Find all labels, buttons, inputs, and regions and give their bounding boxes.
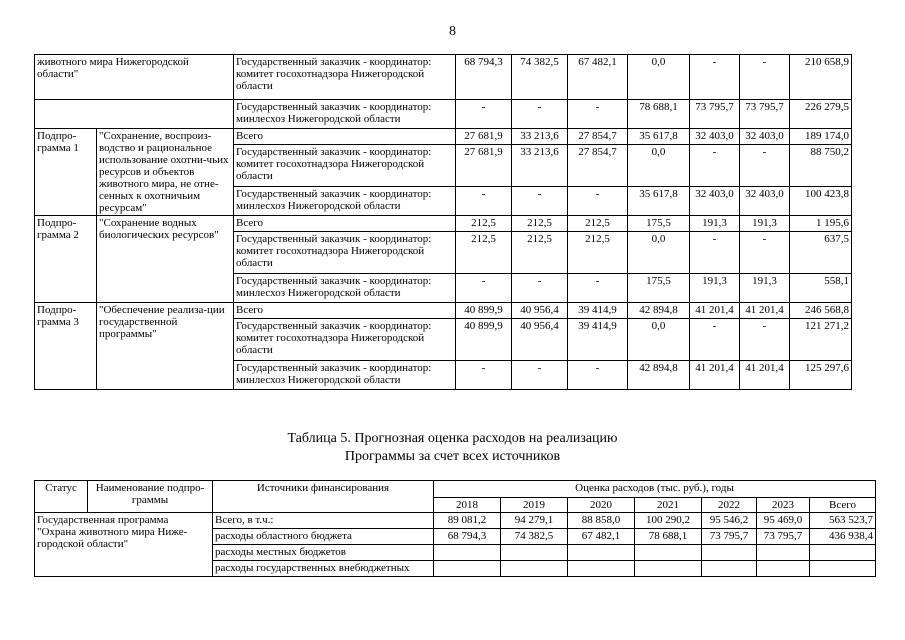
value-cell: 68 794,3 [456, 55, 512, 100]
subprogram-name-cell: "Обеспечение реализа-ции государственной программы" [97, 303, 234, 390]
value-cell: 39 414,9 [568, 303, 628, 319]
value-cell: - [740, 319, 790, 361]
empty-cell [810, 545, 876, 561]
total-cell: 558,1 [790, 274, 852, 303]
total-cell: 189 174,0 [790, 129, 852, 145]
value-cell: - [690, 319, 740, 361]
value-cell: - [456, 100, 512, 129]
value-cell: 88 858,0 [568, 513, 635, 529]
value-cell: 68 794,3 [434, 529, 501, 545]
value-cell: 78 688,1 [628, 100, 690, 129]
table-row [35, 55, 852, 100]
value-cell: 74 382,5 [512, 55, 568, 100]
value-cell: 191,3 [740, 274, 790, 303]
empty-cell [501, 545, 568, 561]
status-cell: Подпро-грамма 2 [35, 216, 97, 303]
subprogram-name-cell: "Сохранение, воспроиз-водство и рациональное использование охотни-чьих ресурсов и объектов животного мира, не отне-сенных к охотничьим ресурсам" [97, 129, 234, 216]
value-cell: 67 482,1 [568, 529, 635, 545]
program-name-cell: Государственная программа "Охрана животного мира Ниже-городской области" [35, 513, 213, 577]
value-cell: 89 081,2 [434, 513, 501, 529]
value-cell: 42 894,8 [628, 303, 690, 319]
value-cell: - [512, 100, 568, 129]
value-cell: 41 201,4 [690, 303, 740, 319]
value-cell: 73 795,7 [690, 100, 740, 129]
value-cell: 94 279,1 [501, 513, 568, 529]
source-cell: Государственный заказчик - координатор: комитет госохотнадзора Нижегородской области [234, 55, 456, 100]
year-header: 2018 [434, 498, 501, 513]
value-cell: 32 403,0 [690, 187, 740, 216]
year-header: 2022 [702, 498, 757, 513]
value-cell: 40 899,9 [456, 319, 512, 361]
value-cell: 0,0 [628, 55, 690, 100]
value-cell: 78 688,1 [635, 529, 702, 545]
empty-cell [434, 561, 501, 577]
source-cell: расходы государственных внебюджетных [213, 561, 434, 577]
value-cell: 175,5 [628, 216, 690, 232]
value-cell: 32 403,0 [690, 129, 740, 145]
total-cell: 436 938,4 [810, 529, 876, 545]
table-row [35, 303, 852, 319]
value-cell: 95 546,2 [702, 513, 757, 529]
value-cell: - [690, 55, 740, 100]
source-cell: Государственный заказчик - координатор: комитет госохотнадзора Нижегородской области [234, 232, 456, 274]
total-cell: 210 658,9 [790, 55, 852, 100]
total-cell: 88 750,2 [790, 145, 852, 187]
value-cell: 212,5 [568, 216, 628, 232]
table-row [35, 513, 876, 529]
value-cell: 0,0 [628, 145, 690, 187]
value-cell: 212,5 [456, 232, 512, 274]
table-row [35, 216, 852, 232]
empty-cell [635, 561, 702, 577]
year-header: 2019 [501, 498, 568, 513]
source-cell: расходы местных бюджетов [213, 545, 434, 561]
empty-cell [810, 561, 876, 577]
empty-cell [702, 545, 757, 561]
table-row [35, 129, 852, 145]
year-header: 2021 [635, 498, 702, 513]
subprogram-name-cell: "Сохранение водных биологических ресурсов" [97, 216, 234, 303]
empty-cell [568, 545, 635, 561]
value-cell: - [568, 361, 628, 390]
value-cell: 39 414,9 [568, 319, 628, 361]
source-cell: Государственный заказчик - координатор: комитет госохотнадзора Нижегородской области [234, 319, 456, 361]
total-cell: 226 279,5 [790, 100, 852, 129]
value-cell: 32 403,0 [740, 129, 790, 145]
value-cell: 42 894,8 [628, 361, 690, 390]
value-cell: 40 956,4 [512, 303, 568, 319]
header-estimate: Оценка расходов (тыс. руб.), годы [434, 481, 876, 498]
empty-cell [757, 545, 810, 561]
value-cell: - [568, 187, 628, 216]
value-cell: 41 201,4 [740, 361, 790, 390]
source-cell: Государственный заказчик - координатор: минлесхоз Нижегородской области [234, 100, 456, 129]
source-cell: расходы областного бюджета [213, 529, 434, 545]
source-cell: Всего [234, 216, 456, 232]
header-source: Источники финансирования [213, 481, 434, 513]
funding-table-continued [34, 54, 852, 390]
value-cell: 74 382,5 [501, 529, 568, 545]
year-header: 2023 [757, 498, 810, 513]
value-cell: 41 201,4 [690, 361, 740, 390]
total-cell: 246 568,8 [790, 303, 852, 319]
value-cell: 212,5 [512, 216, 568, 232]
value-cell: - [740, 232, 790, 274]
value-cell: 27 854,7 [568, 145, 628, 187]
table-caption-continued: Программы за счет всех источников [344, 449, 561, 464]
total-cell: 563 523,7 [810, 513, 876, 529]
total-header: Всего [810, 498, 876, 513]
empty-cell [702, 561, 757, 577]
empty-cell [635, 545, 702, 561]
value-cell: 212,5 [512, 232, 568, 274]
header-row [35, 481, 876, 498]
empty-cell [501, 561, 568, 577]
source-cell: Государственный заказчик - координатор: минлесхоз Нижегородской области [234, 274, 456, 303]
forecast-table [34, 480, 876, 577]
source-cell: Всего, в т.ч.: [213, 513, 434, 529]
value-cell: 212,5 [568, 232, 628, 274]
value-cell: 191,3 [740, 216, 790, 232]
value-cell: - [690, 145, 740, 187]
value-cell: 100 290,2 [635, 513, 702, 529]
value-cell: 35 617,8 [628, 187, 690, 216]
program-name-cell: животного мира Нижегородской области" [35, 55, 234, 100]
value-cell: 27 681,9 [456, 129, 512, 145]
value-cell: 73 795,7 [702, 529, 757, 545]
value-cell: 41 201,4 [740, 303, 790, 319]
status-cell: Подпро-грамма 1 [35, 129, 97, 216]
value-cell: - [690, 232, 740, 274]
value-cell: 95 469,0 [757, 513, 810, 529]
source-cell: Государственный заказчик - координатор: комитет госохотнадзора Нижегородской области [234, 145, 456, 187]
source-cell: Всего [234, 129, 456, 145]
value-cell: - [512, 361, 568, 390]
value-cell: 33 213,6 [512, 129, 568, 145]
value-cell: - [568, 100, 628, 129]
value-cell: - [568, 274, 628, 303]
value-cell: - [740, 145, 790, 187]
value-cell: - [456, 187, 512, 216]
value-cell: - [456, 361, 512, 390]
value-cell: 212,5 [456, 216, 512, 232]
page-number: 8 [449, 24, 456, 39]
header-name: Наименование подпро-граммы [88, 481, 213, 513]
source-cell: Всего [234, 303, 456, 319]
value-cell: - [512, 274, 568, 303]
total-cell: 125 297,6 [790, 361, 852, 390]
value-cell: 0,0 [628, 319, 690, 361]
status-cell: Подпро-грамма 3 [35, 303, 97, 390]
table-row [35, 100, 852, 129]
table-caption: Таблица 5. Прогнозная оценка расходов на реализацию [287, 431, 618, 446]
value-cell: 191,3 [690, 274, 740, 303]
value-cell: 175,5 [628, 274, 690, 303]
header-status: Статус [35, 481, 88, 513]
total-cell: 1 195,6 [790, 216, 852, 232]
value-cell: 73 795,7 [740, 100, 790, 129]
empty-cell [568, 561, 635, 577]
source-cell: Государственный заказчик - координатор: минлесхоз Нижегородской области [234, 361, 456, 390]
value-cell: - [740, 55, 790, 100]
value-cell: 27 681,9 [456, 145, 512, 187]
year-header: 2020 [568, 498, 635, 513]
empty-cell [757, 561, 810, 577]
value-cell: - [512, 187, 568, 216]
total-cell: 121 271,2 [790, 319, 852, 361]
value-cell: 35 617,8 [628, 129, 690, 145]
value-cell: 40 899,9 [456, 303, 512, 319]
empty-cell [35, 100, 234, 129]
value-cell: 40 956,4 [512, 319, 568, 361]
total-cell: 637,5 [790, 232, 852, 274]
empty-cell [434, 545, 501, 561]
source-cell: Государственный заказчик - координатор: минлесхоз Нижегородской области [234, 187, 456, 216]
value-cell: 191,3 [690, 216, 740, 232]
value-cell: - [456, 274, 512, 303]
value-cell: 73 795,7 [757, 529, 810, 545]
value-cell: 33 213,6 [512, 145, 568, 187]
value-cell: 0,0 [628, 232, 690, 274]
total-cell: 100 423,8 [790, 187, 852, 216]
value-cell: 32 403,0 [740, 187, 790, 216]
value-cell: 67 482,1 [568, 55, 628, 100]
value-cell: 27 854,7 [568, 129, 628, 145]
